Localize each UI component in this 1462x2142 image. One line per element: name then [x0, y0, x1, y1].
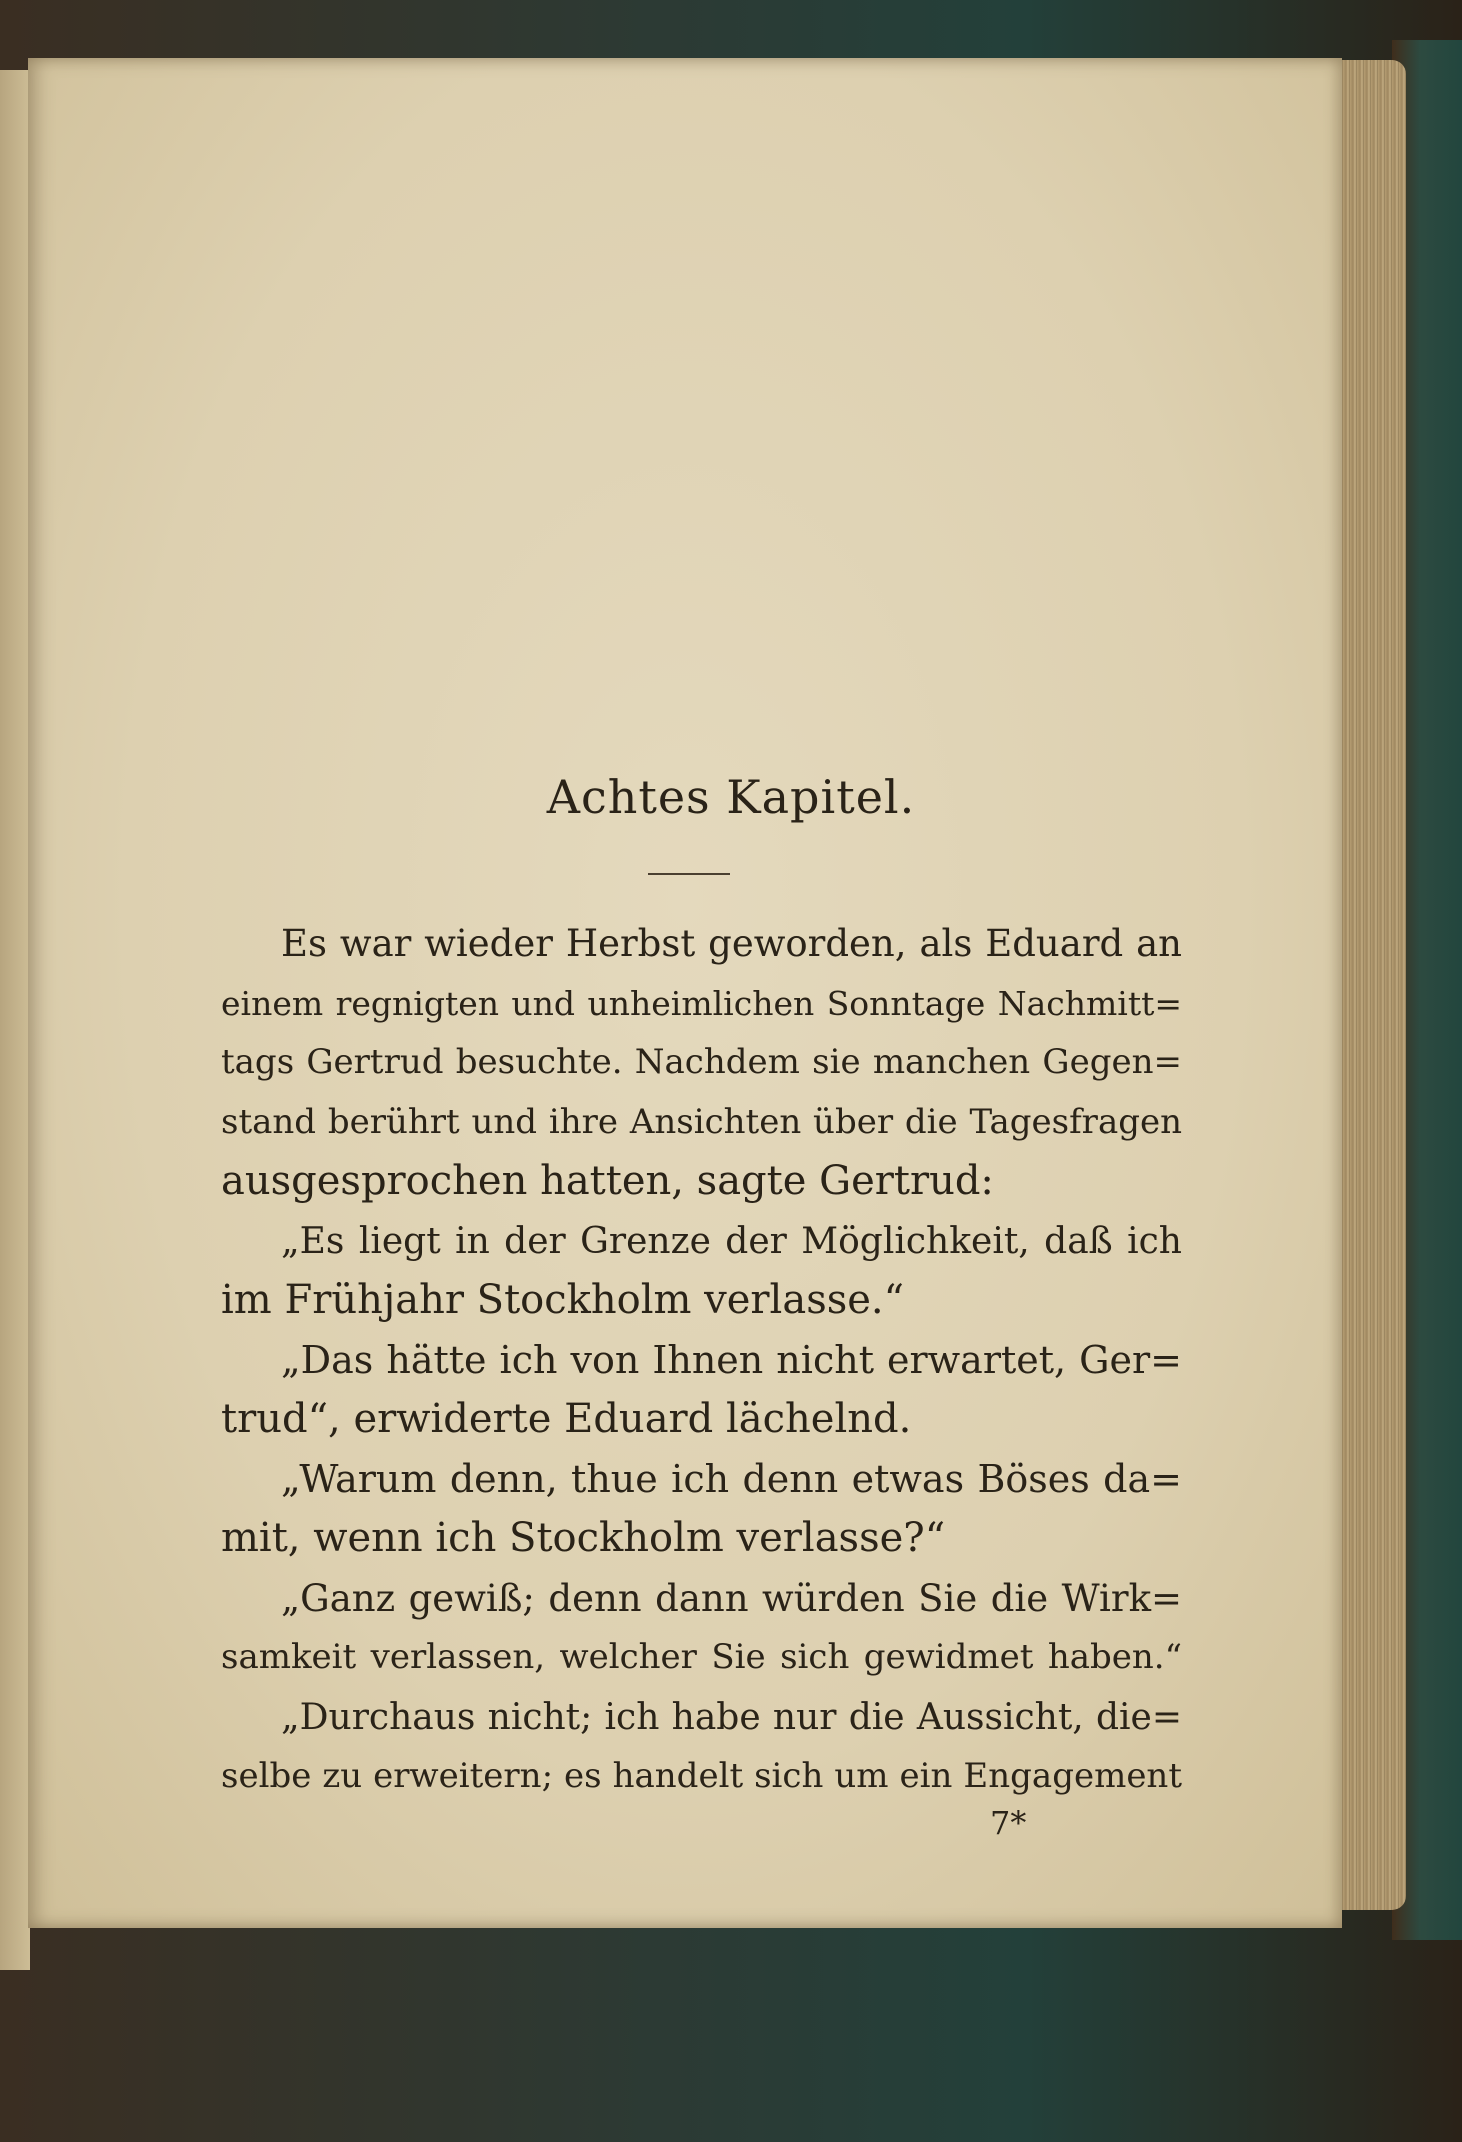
chapter-title: Achtes Kapitel.: [546, 770, 916, 824]
text-line: tags Gertrud besuchte. Nachdem sie manchen Gegen=: [221, 1042, 1182, 1082]
left-page-edge: [0, 70, 30, 1970]
page-edges: [1336, 60, 1406, 1910]
text-line: Es war wieder Herbst geworden, als Eduard an: [281, 922, 1182, 965]
text-line: einem regnigten und unheimlichen Sonntage Nachmitt=: [221, 983, 1182, 1023]
text-line: stand berührt und ihre Ansichten über die Tagesfragen: [221, 1101, 1182, 1142]
text-line: selbe zu erweitern; es handelt sich um ein Engagement: [221, 1756, 1182, 1796]
page-signature: 7*: [990, 1804, 1027, 1842]
text-line: „Ganz gewiß; denn dann würden Sie die Wirk=: [281, 1576, 1182, 1620]
body-text: [221, 914, 1182, 1807]
text-line: „Warum denn, thue ich denn etwas Böses da=: [281, 1456, 1182, 1501]
text-line: „Es liegt in der Grenze der Möglichkeit, daß ich: [281, 1220, 1182, 1262]
text-line: „Das hätte ich von Ihnen nicht erwartet, Ger=: [281, 1337, 1182, 1382]
text-line: mit, wenn ich Stockholm verlasse?“: [221, 1515, 946, 1561]
text-line: trud“, erwiderte Eduard lächelnd.: [221, 1396, 912, 1442]
text-line: ausgesprochen hatten, sagte Gertrud:: [221, 1158, 994, 1204]
chapter-rule: [648, 873, 730, 875]
text-line: im Frühjahr Stockholm verlasse.“: [221, 1277, 905, 1323]
text-line: „Durchaus nicht; ich habe nur die Aussicht, die=: [281, 1696, 1182, 1738]
text-line: samkeit verlassen, welcher Sie sich gewidmet haben.“: [221, 1637, 1182, 1677]
